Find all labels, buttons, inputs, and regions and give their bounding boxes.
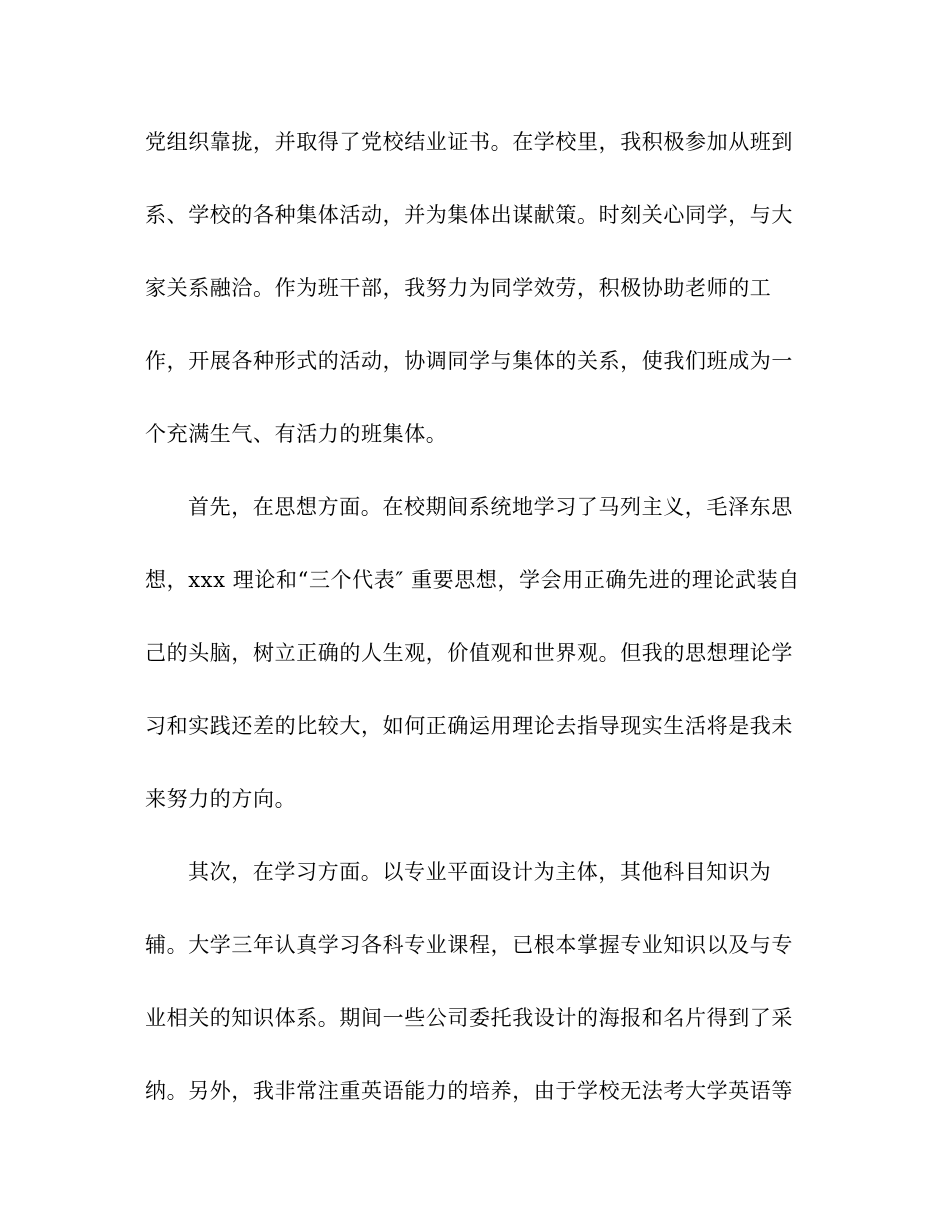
text-line-6: 首先，在思想方面。在校期间系统地学习了马列主义，毛泽东思 xyxy=(188,495,793,519)
text-line-1: 党组织靠拢，并取得了党校结业证书。在学校里，我积极参加从班到 xyxy=(145,130,793,154)
text-line-12: 辅。大学三年认真学习各科专业课程，已根本掌握专业知识以及与专 xyxy=(145,933,793,957)
text-line-8: 己的头脑，树立正确的人生观，价值观和世界观。但我的思想理论学 xyxy=(145,641,793,665)
text-line-2: 系、学校的各种集体活动，并为集体出谋献策。时刻关心同学，与大 xyxy=(145,203,793,227)
text-line-5: 个充满生气、有活力的班集体。 xyxy=(145,422,448,446)
text-line-7: 想，xxx 理论和“三个代表″ 重要思想，学会用正确先进的理论武装自 xyxy=(145,568,800,592)
text-line-9: 习和实践还差的比较大，如何正确运用理论去指导现实生活将是我未 xyxy=(145,714,793,738)
text-line-11: 其次，在学习方面。以专业平面设计为主体，其他科目知识为 xyxy=(188,860,772,884)
text-line-4: 作，开展各种形式的活动，协调同学与集体的关系，使我们班成为一 xyxy=(145,349,793,373)
text-line-14: 纳。另外，我非常注重英语能力的培养，由于学校无法考大学英语等 xyxy=(145,1079,793,1103)
text-line-13: 业相关的知识体系。期间一些公司委托我设计的海报和名片得到了采 xyxy=(145,1006,793,1030)
text-line-10: 来努力的方向。 xyxy=(145,787,297,811)
text-line-3: 家关系融洽。作为班干部，我努力为同学效劳，积极协助老师的工 xyxy=(145,276,772,300)
